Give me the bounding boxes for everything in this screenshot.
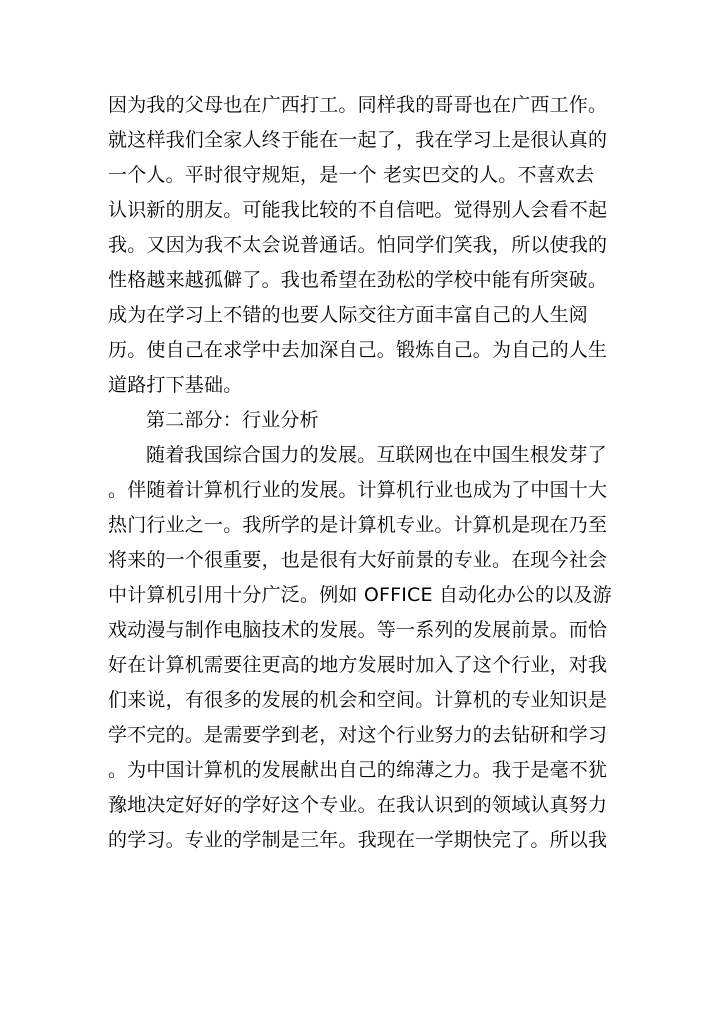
body-text (108, 88, 618, 858)
text-line: 们来说，有很多的发展的机会和空间。计算机的专业知识是 (108, 689, 608, 711)
text-line: 。为中国计算机的发展献出自己的绵薄之力。我于是毫不犹 (108, 759, 608, 781)
text-line: 将来的一个很重要，也是很有大好前景的专业。在现今社会 (108, 549, 608, 571)
text-line: 历。使自己在求学中去加深自己。锻炼自己。为自己的人生 (108, 339, 608, 361)
paragraph-first-line: 随着我国综合国力的发展。互联网也在中国生根发芽了 (146, 444, 607, 466)
text-line: 性格越来越孤僻了。我也希望在劲松的学校中能有所突破。 (108, 269, 608, 291)
text-line: 戏动漫与制作电脑技术的发展。等一系列的发展前景。而恰 (108, 619, 608, 641)
text-line: 就这样我们全家人终于能在一起了，我在学习上是很认真的 (108, 129, 608, 151)
text-line: 热门行业之一。我所学的是计算机专业。计算机是现在乃至 (108, 514, 608, 536)
text-line: 。伴随着计算机行业的发展。计算机行业也成为了中国十大 (108, 479, 608, 501)
text-line: 的学习。专业的学制是三年。我现在一学期快完了。所以我 (108, 829, 608, 851)
text-line: 好在计算机需要往更高的地方发展时加入了这个行业，对我 (108, 654, 608, 676)
text-line: 我。又因为我不太会说普通话。怕同学们笑我，所以使我的 (108, 234, 608, 256)
text-line: 学不完的。是需要学到老，对这个行业努力的去钻研和学习 (108, 724, 608, 746)
text-line: 成为在学习上不错的也要人际交往方面丰富自己的人生阅 (108, 304, 589, 326)
section-heading: 第二部分：行业分析 (146, 409, 319, 431)
text-line: 中计算机引用十分广泛。例如 OFFICE 自动化办公的以及游 (108, 584, 612, 606)
text-line: 道路打下基础。 (108, 374, 243, 396)
text-line: 因为我的父母也在广西打工。同样我的哥哥也在广西工作。 (108, 94, 608, 116)
text-line: 豫地决定好好的学好这个专业。在我认识到的领域认真努力 (108, 794, 608, 816)
text-line: 认识新的朋友。可能我比较的不自信吧。觉得别人会看不起 (108, 199, 608, 221)
text-line: 一个人。平时很守规矩，是一个 老实巴交的人。不喜欢去 (108, 164, 595, 186)
